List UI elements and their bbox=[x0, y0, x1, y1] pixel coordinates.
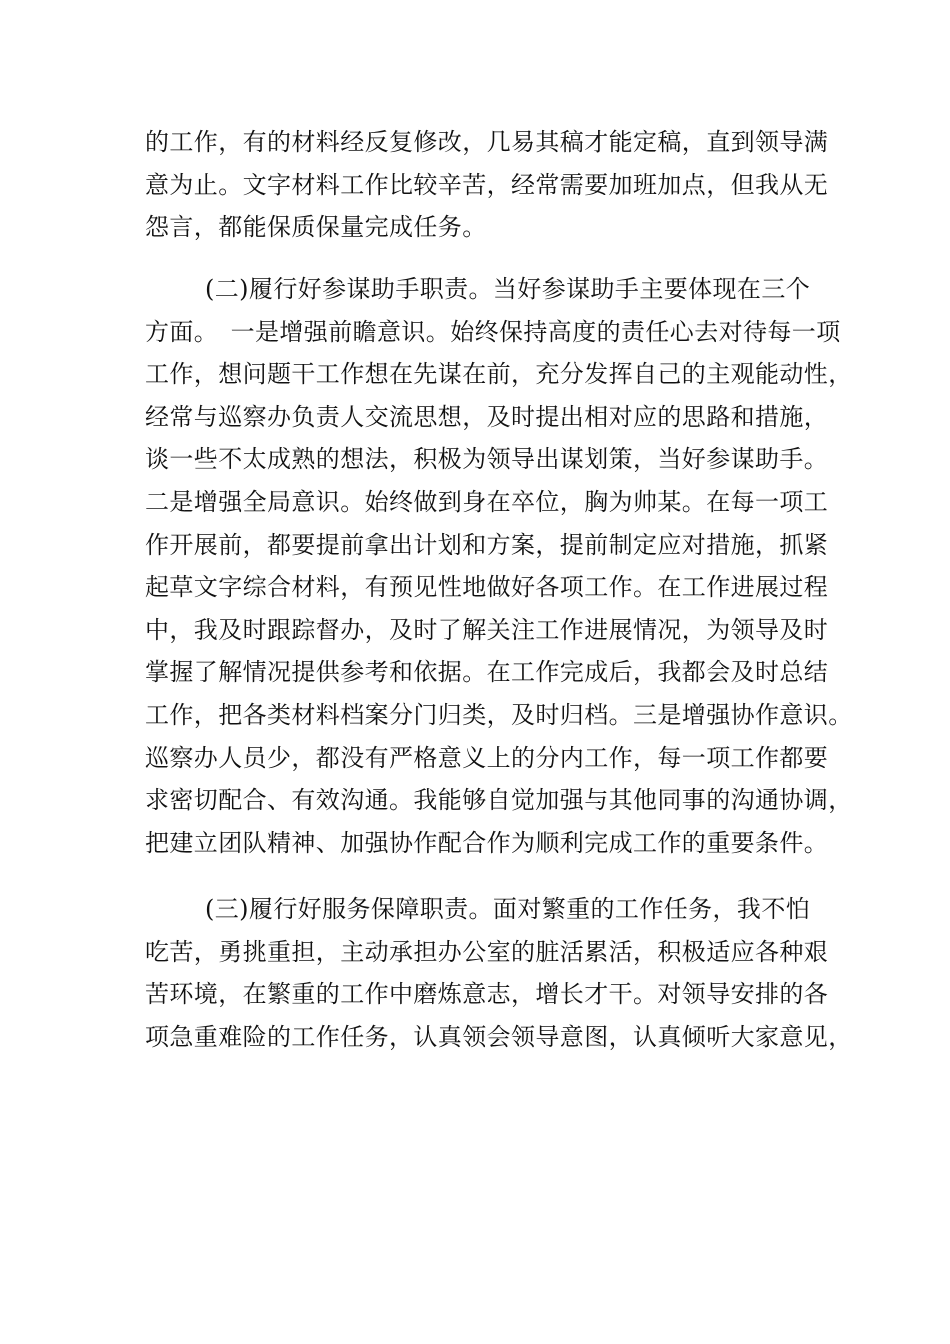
paragraph-line: 工作，把各类材料档案分门归类，及时归档。三是增强协作意识。 bbox=[145, 700, 853, 729]
paragraph-line: 的工作，有的材料经反复修改，几易其稿才能定稿，直到领导满 bbox=[145, 128, 829, 156]
paragraph-line: 谈一些不太成熟的想法，积极为领导出谋划策，当好参谋助手。 bbox=[145, 445, 829, 474]
paragraph-3 bbox=[145, 888, 853, 1058]
paragraph-line: 起草文字综合材料，有预见性地做好各项工作。在工作进展过程 bbox=[145, 573, 829, 602]
paragraph-line: 项急重难险的工作任务，认真领会领导意图，认真倾听大家意见， bbox=[145, 1022, 853, 1051]
paragraph-line: (三)履行好服务保障职责。面对繁重的工作任务，我不怕 bbox=[205, 895, 811, 923]
paragraph-line: 巡察办人员少，都没有严格意义上的分内工作，每一项工作都要 bbox=[145, 743, 829, 772]
paragraph-line: 怨言，都能保质保量完成任务。 bbox=[145, 213, 487, 242]
paragraph-line: 二是增强全局意识。始终做到身在卒位，胸为帅某。在每一项工 bbox=[145, 487, 829, 516]
paragraph-line: 掌握了解情况提供参考和依据。在工作完成后，我都会及时总结 bbox=[145, 658, 829, 687]
paragraph-line: 求密切配合、有效沟通。我能够自觉加强与其他同事的沟通协调， bbox=[145, 786, 853, 815]
paragraph-line: 方面。 一是增强前瞻意识。始终保持高度的责任心去对待每一项 bbox=[145, 317, 841, 346]
paragraph-line: (二)履行好参谋助手职责。当好参谋助手主要体现在三个 bbox=[205, 275, 811, 303]
paragraph-line: 中，我及时跟踪督办，及时了解关注工作进展情况，为领导及时 bbox=[145, 615, 829, 644]
paragraph-line: 工作，想问题干工作想在先谋在前，充分发挥自己的主观能动性， bbox=[145, 360, 853, 389]
paragraph-line: 把建立团队精神、加强协作配合作为顺利完成工作的重要条件。 bbox=[145, 828, 829, 857]
paragraph-1 bbox=[145, 121, 829, 249]
paragraph-line: 苦环境，在繁重的工作中磨炼意志，增长才干。对领导安排的各 bbox=[145, 980, 829, 1009]
paragraph-line: 经常与巡察办负责人交流思想，及时提出相对应的思路和措施， bbox=[145, 402, 829, 431]
paragraph-line: 吃苦，勇挑重担，主动承担办公室的脏活累活，积极适应各种艰 bbox=[145, 937, 829, 966]
paragraph-2 bbox=[145, 268, 853, 864]
paragraph-line: 意为止。文字材料工作比较辛苦，经常需要加班加点，但我从无 bbox=[145, 170, 829, 199]
paragraph-line: 作开展前，都要提前拿出计划和方案，提前制定应对措施，抓紧 bbox=[145, 530, 829, 559]
